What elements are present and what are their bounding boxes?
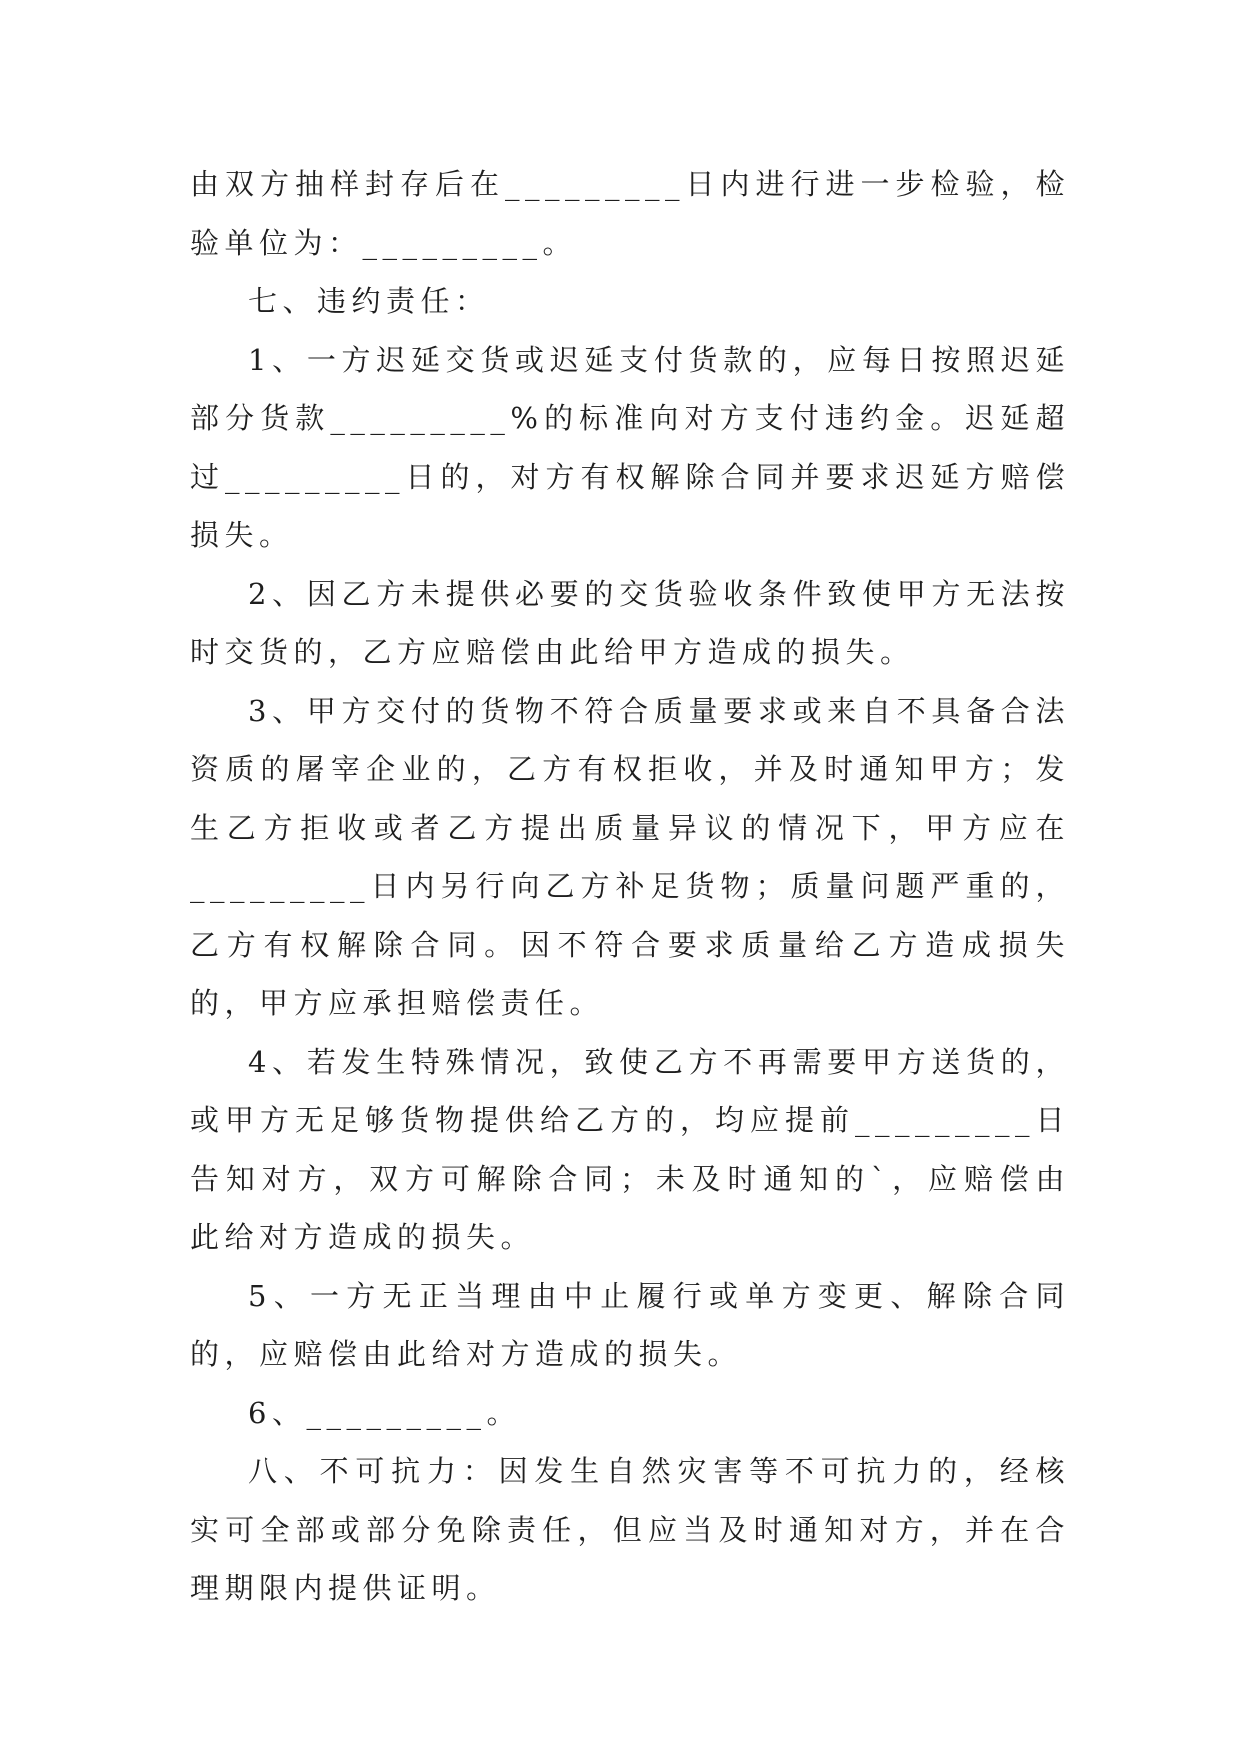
paragraph-clause-6-blank: 6、_________。: [248, 1395, 521, 1430]
section-heading-breach-liability: 七、违约责任：: [248, 284, 490, 318]
paragraph-clause-1-delay: 1、一方迟延交货或迟延支付货款的，应每日按照迟延部分货款_________%的标准向对方支付违约金。迟延超过_________日的，对方有权解除合同并要求迟延方赔偿损失。: [190, 342, 1070, 552]
section-force-majeure: 八、不可抗力：因发生自然灾害等不可抗力的，经核实可全部或部分免除责任，但应当及时通知对方，并在合理期限内提供证明。: [190, 1454, 1070, 1605]
paragraph-inspection-continued: 由双方抽样封存后在_________日内进行进一步检验，检验单位为：_________。: [190, 167, 1070, 260]
contract-body: [190, 155, 1070, 1618]
paragraph-clause-5-termination: 5、一方无正当理由中止履行或单方变更、解除合同的，应赔偿由此给对方造成的损失。: [190, 1278, 1070, 1371]
paragraph-clause-3-quality: 3、甲方交付的货物不符合质量要求或来自不具备合法资质的屠宰企业的，乙方有权拒收，并及时通知甲方；发生乙方拒收或者乙方提出质量异议的情况下，甲方应在_________日内另行向乙方补足货物；质量问题严重的，乙方有权解除合同。因不符合要求质量给乙方造成损失的，甲方应承担赔偿责任。: [190, 693, 1070, 1020]
paragraph-clause-2-acceptance: 2、因乙方未提供必要的交货验收条件致使甲方无法按时交货的，乙方应赔偿由此给甲方造成的损失。: [190, 576, 1070, 669]
paragraph-clause-4-special-circumstances: 4、若发生特殊情况，致使乙方不再需要甲方送货的，或甲方无足够货物提供给乙方的，均应提前_________日告知对方，双方可解除合同；未及时通知的`，应赔偿由此给对方造成的损失。: [190, 1044, 1070, 1254]
